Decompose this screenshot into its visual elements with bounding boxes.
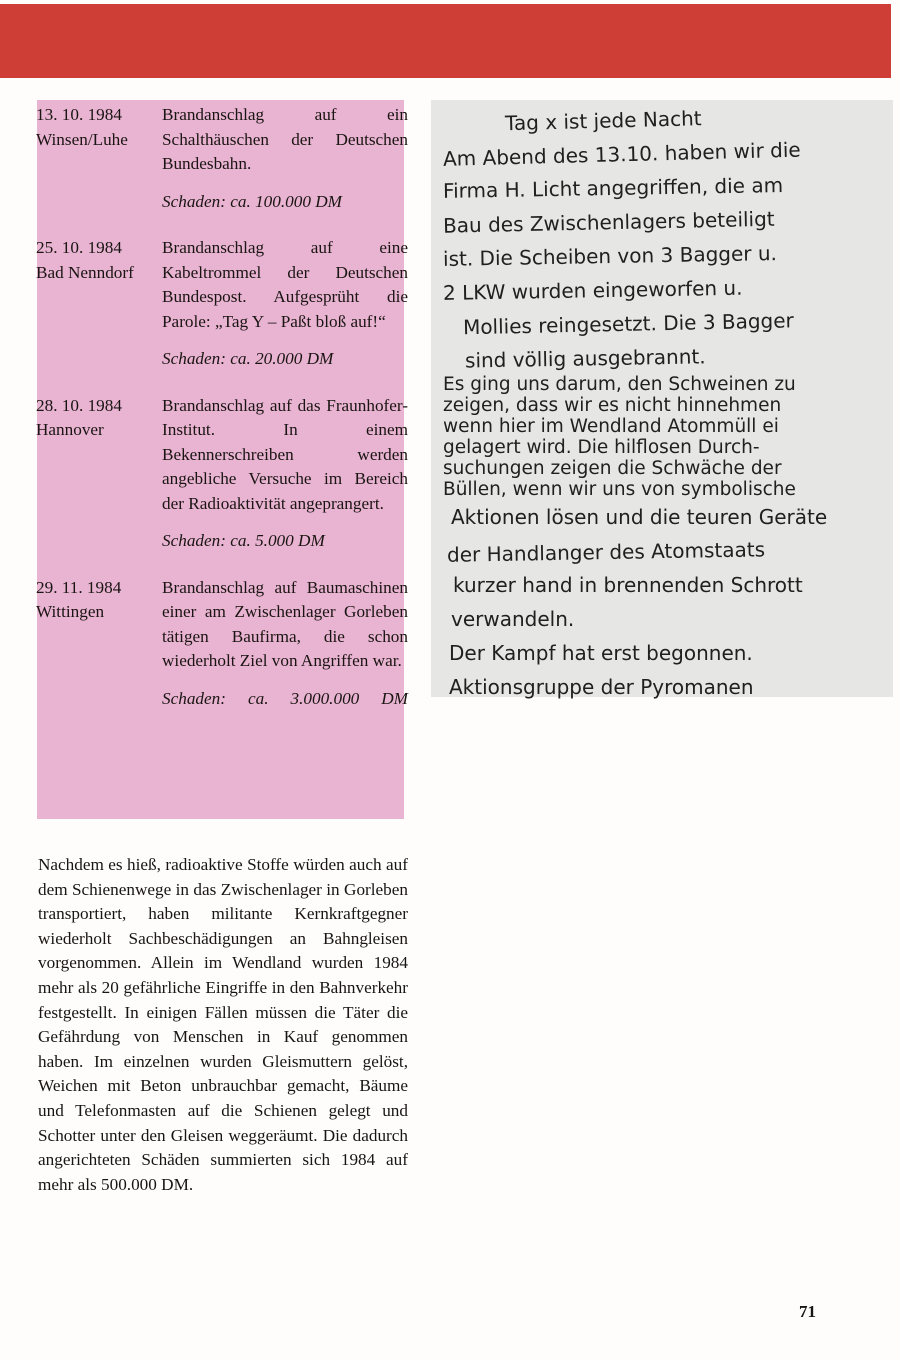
letter-line: Firma H. Licht angegriffen, die am (442, 172, 784, 203)
letter-line: Aktionsgruppe der Pyromanen (449, 675, 754, 699)
letter-line: zeigen, dass wir es nicht hinnehmen (443, 395, 782, 416)
letter-line: Der Kampf hat erst begonnen. (449, 641, 753, 665)
incident-date: 29. 11. 1984 (36, 577, 122, 597)
incident-chronology (36, 103, 408, 733)
letter-line: ist. Die Scheiben von 3 Bagger u. (442, 241, 778, 271)
incident-damage: Schaden: ca. 5.000 DM (162, 531, 325, 550)
incident-damage: Schaden: ca. 3.000.000 DM (162, 688, 408, 708)
letter-line: Mollies reingesetzt. Die 3 Bagger (462, 308, 795, 340)
incident-entry (36, 103, 408, 214)
letter-line: wenn hier im Wendland Atommüll ei (443, 416, 779, 437)
incident-date: 13. 10. 1984 (36, 105, 122, 124)
letter-line: Bau des Zwischenlagers beteiligt (442, 206, 775, 238)
incident-place: Winsen/Luhe (36, 129, 128, 149)
incident-entry (36, 394, 408, 554)
incident-description: Brandanschlag auf ein Schalthäuschen der Deutschen Bundesbahn. (162, 105, 408, 173)
incident-entry (36, 576, 408, 712)
letter-line: gelagert wird. Die hilflosen Durch- (443, 437, 760, 458)
letter-line: Tag x ist jede Nacht (504, 106, 702, 136)
letter-line: suchungen zeigen die Schwäche der (443, 458, 782, 479)
incident-damage: Schaden: ca. 100.000 DM (162, 191, 342, 211)
letter-line: 2 LKW wurden eingeworfen u. (442, 275, 743, 305)
incident-date: 28. 10. 1984 (36, 395, 122, 415)
page-number: 71 (799, 1302, 816, 1321)
incident-entry (36, 236, 408, 372)
letter-line: Es ging uns darum, den Schweinen zu (443, 374, 796, 395)
body-paragraph: Nachdem es hieß, radioaktive Stoffe würden auch auf dem Schienenwege in das Zwischenlager in Gorleben transportiert, haben militante Kernkraftgegner wiederholt Sachbeschädigungen an Bahngleisen vorgenommen. Allein im Wendland wurden 1984 mehr als 20 gefährliche Eingriffe in den Bahnverkehr festgestellt. In einigen Fällen müssen die Täter die Gefährdung von Menschen in Kauf genommen haben. Im einzelnen wurden Gleismuttern gelöst, Weichen mit Beton unbrauchbar gemacht, Bäume und Telefonmasten auf die Schienen gelegt und Schotter unter den Gleisen weggeräumt. Die dadurch angerichteten Schäden summierten sich 1984 auf mehr als 500.000 DM. (38, 855, 408, 1194)
incident-place: Bad Nenndorf (36, 262, 134, 282)
incident-description: Brandanschlag auf das Fraunhofer-Institut. In einem Bekennerschreiben werden angebliche Versuche im Bereich der Radioaktivität angeprangert. (162, 395, 408, 513)
letter-line: der Handlanger des Atomstaats (446, 537, 766, 567)
incident-description: Brandanschlag auf eine Kabeltrommel der Deutschen Bundespost. Aufgesprüht die Parole: „Tag Y – Paßt bloß auf!“ (162, 238, 408, 331)
letter-line: verwandeln. (451, 607, 575, 631)
incident-description: Brandanschlag auf Baumaschinen einer am Zwischenlager Gorleben tätigen Baufirma, die schon wiederholt Ziel von Angriffen war. (162, 577, 408, 670)
incident-place: Hannover (36, 420, 104, 439)
incident-place: Wittingen (36, 602, 105, 621)
letter-line: Am Abend des 13.10. haben wir die (442, 137, 801, 171)
confession-letter-text (443, 102, 893, 704)
incident-date: 25. 10. 1984 (36, 238, 122, 257)
letter-line: sind völlig ausgebrannt. (464, 344, 706, 373)
letter-line: Büllen, wenn wir uns von symbolische (443, 479, 796, 500)
incident-damage: Schaden: ca. 20.000 DM (162, 349, 334, 368)
letter-line: Aktionen lösen und die teuren Geräte (451, 505, 828, 529)
header-band (0, 4, 891, 78)
letter-line: kurzer hand in brennenden Schrott (453, 573, 803, 597)
